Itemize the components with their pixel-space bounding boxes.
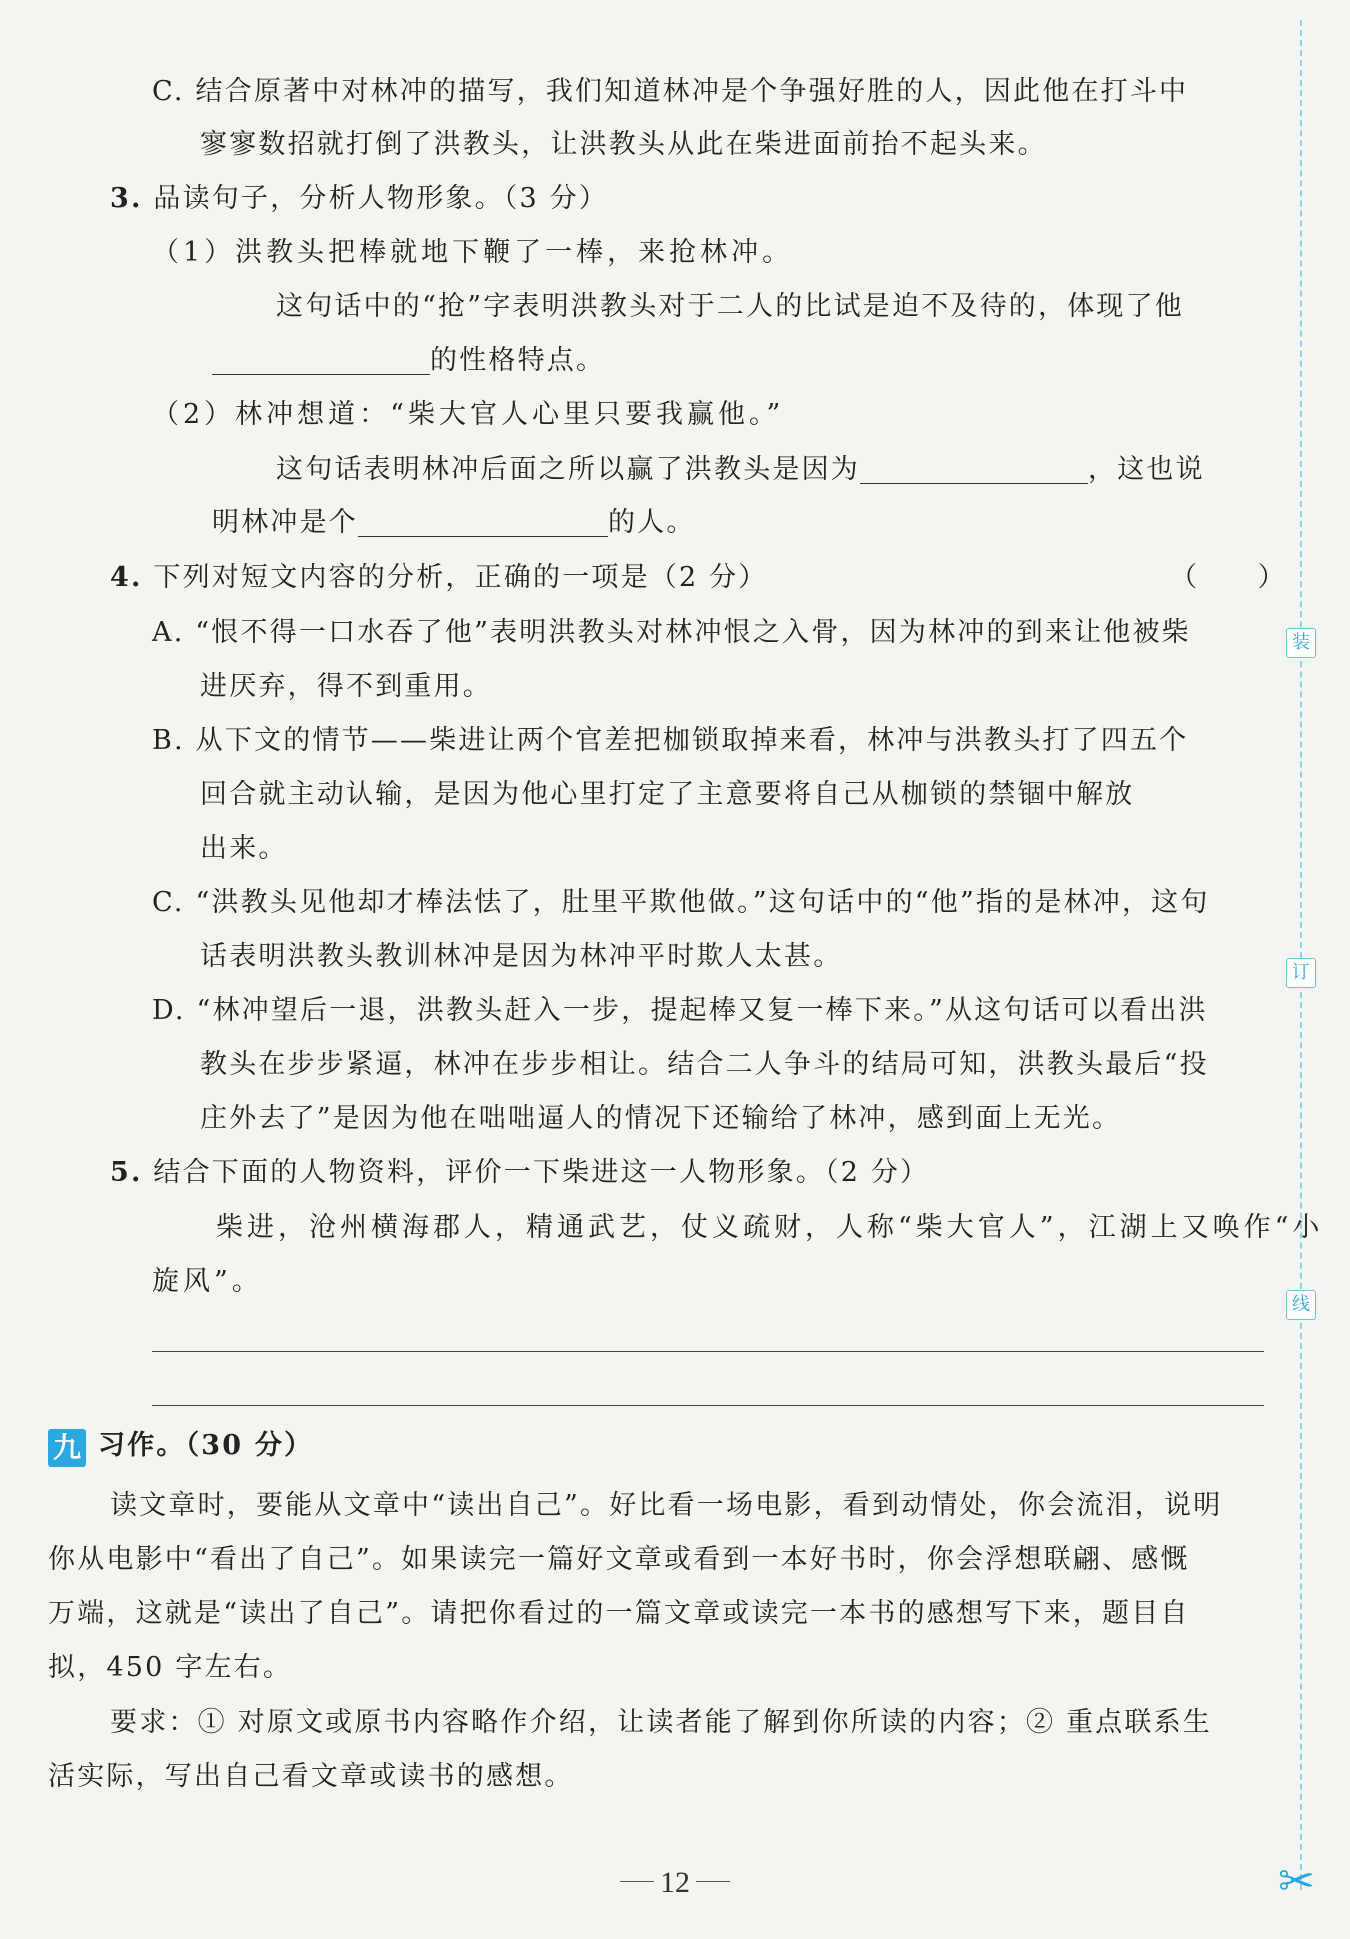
q3-s2-line2-prefix: 明林冲是个: [212, 507, 358, 538]
section-9-badge: 九: [48, 1429, 86, 1467]
q3-s2-line2-suffix: 的人。: [608, 507, 696, 538]
q5-material-line1: 柴进，沧州横海郡人，精通武艺，仗义疏财，人称“柴大官人”，江湖上又唤作“小: [216, 1212, 1324, 1243]
q4-title: 下列对短文内容的分析，正确的一项是（2 分）: [153, 562, 768, 593]
q3-s2-suffix: ，这也说: [1088, 454, 1205, 485]
q5-title: 结合下面的人物资料，评价一下柴进这一人物形象。（2 分）: [153, 1157, 930, 1188]
q3-sentence-2: （2）林冲想道：“柴大官人心里只要我赢他。”: [152, 399, 785, 430]
q4-option-d-line2: 教头在步步紧逼，林冲在步步相让。结合二人争斗的结局可知，洪教头最后“投: [200, 1049, 1209, 1080]
section-9-para-line2: 你从电影中“看出了自己”。如果读完一篇好文章或看到一本好书时，你会浮想联翩、感慨: [48, 1544, 1190, 1575]
scissors-icon: ✂: [1278, 1856, 1315, 1907]
q3-s1-analysis-line2: [212, 341, 605, 381]
q3-heading: [110, 179, 608, 219]
q3-s2-prefix: 这句话表明林冲后面之所以赢了洪教头是因为: [276, 454, 860, 485]
answer-blank-3[interactable]: [358, 506, 608, 537]
section-9-title: 习作。（30 分）: [98, 1430, 314, 1461]
q4-option-c-line2: 话表明洪教头教训林冲是因为林冲平时欺人太甚。: [200, 941, 843, 972]
q4-option-b-line3: 出来。: [200, 833, 288, 864]
answer-blank-1[interactable]: [212, 344, 430, 375]
q5-answer-line-1[interactable]: [152, 1351, 1264, 1352]
q3-sentence-1: （1）洪教头把棒就地下鞭了一棒，来抢林冲。: [152, 237, 794, 268]
q4-option-b-line2: 回合就主动认输，是因为他心里打定了主意要将自己从枷锁的禁锢中解放: [200, 779, 1135, 810]
binding-cut-line: [1300, 20, 1302, 1890]
binding-mark-zhuang: 装: [1286, 628, 1316, 658]
q4-option-a-line2: 进厌弃，得不到重用。: [200, 671, 492, 702]
q5-material-line2: 旋风”。: [152, 1266, 263, 1297]
q3-s2-analysis-line1: [276, 450, 1205, 490]
section-9-para-line1: 读文章时，要能从文章中“读出自己”。好比看一场电影，看到动情处，你会流泪，说明: [110, 1490, 1223, 1521]
section-9-requirement-line1: 要求：① 对原文或原书内容略作介绍，让读者能了解到你所读的内容；② 重点联系生: [110, 1707, 1212, 1738]
q4-heading: [110, 558, 768, 598]
q5-answer-line-2[interactable]: [152, 1405, 1264, 1406]
binding-mark-xian: 线: [1286, 1290, 1316, 1320]
q3-s1-analysis-line1: 这句话中的“抢”字表明洪教头对于二人的比试是迫不及待的，体现了他: [276, 291, 1185, 322]
q4-answer-parentheses[interactable]: （ ）: [1170, 562, 1287, 593]
q3-title: 品读句子，分析人物形象。（3 分）: [153, 183, 609, 214]
page-number-right-dash: [696, 1881, 730, 1882]
q4-number: 4.: [110, 562, 143, 593]
answer-blank-2[interactable]: [860, 453, 1088, 484]
q2-option-c-line1: C. 结合原著中对林冲的描写，我们知道林冲是个争强好胜的人，因此他在打斗中: [152, 76, 1189, 107]
q4-option-d-line3: 庄外去了”是因为他在咄咄逼人的情况下还输给了林冲，感到面上无光。: [200, 1103, 1122, 1134]
binding-mark-ding: 订: [1286, 958, 1316, 988]
q4-option-a-line1: A. “恨不得一口水吞了他”表明洪教头对林冲恨之入骨，因为林冲的到来让他被柴: [152, 617, 1191, 648]
q4-option-b-line1: B. 从下文的情节——柴进让两个官差把枷锁取掉来看，林冲与洪教头打了四五个: [152, 725, 1189, 756]
page-number-value: 12: [660, 1866, 690, 1899]
q3-s2-analysis-line2: [212, 503, 696, 543]
section-9-requirement-line2: 活实际，写出自己看文章或读书的感想。: [48, 1761, 574, 1792]
q5-heading: [110, 1153, 929, 1193]
q2-option-c-line2: 寥寥数招就打倒了洪教头，让洪教头从此在柴进面前抬不起头来。: [200, 129, 1047, 160]
q4-option-d-line1: D. “林冲望后一退，洪教头赶入一步，提起棒又复一棒下来。”从这句话可以看出洪: [152, 995, 1208, 1026]
q4-option-c-line1: C. “洪教头见他却才棒法怯了，肚里平欺他做。”这句话中的“他”指的是林冲，这句: [152, 887, 1210, 918]
page-number-left-dash: [620, 1881, 654, 1882]
section-9-heading: [48, 1426, 313, 1467]
q5-number: 5.: [110, 1157, 143, 1188]
q3-number: 3.: [110, 183, 143, 214]
section-9-para-line4: 拟，450 字左右。: [48, 1652, 293, 1683]
section-9-para-line3: 万端，这就是“读出了自己”。请把你看过的一篇文章或读完一本书的感想写下来，题目自: [48, 1598, 1190, 1629]
page-number: [575, 1866, 775, 1900]
q3-s1-suffix: 的性格特点。: [430, 345, 606, 376]
